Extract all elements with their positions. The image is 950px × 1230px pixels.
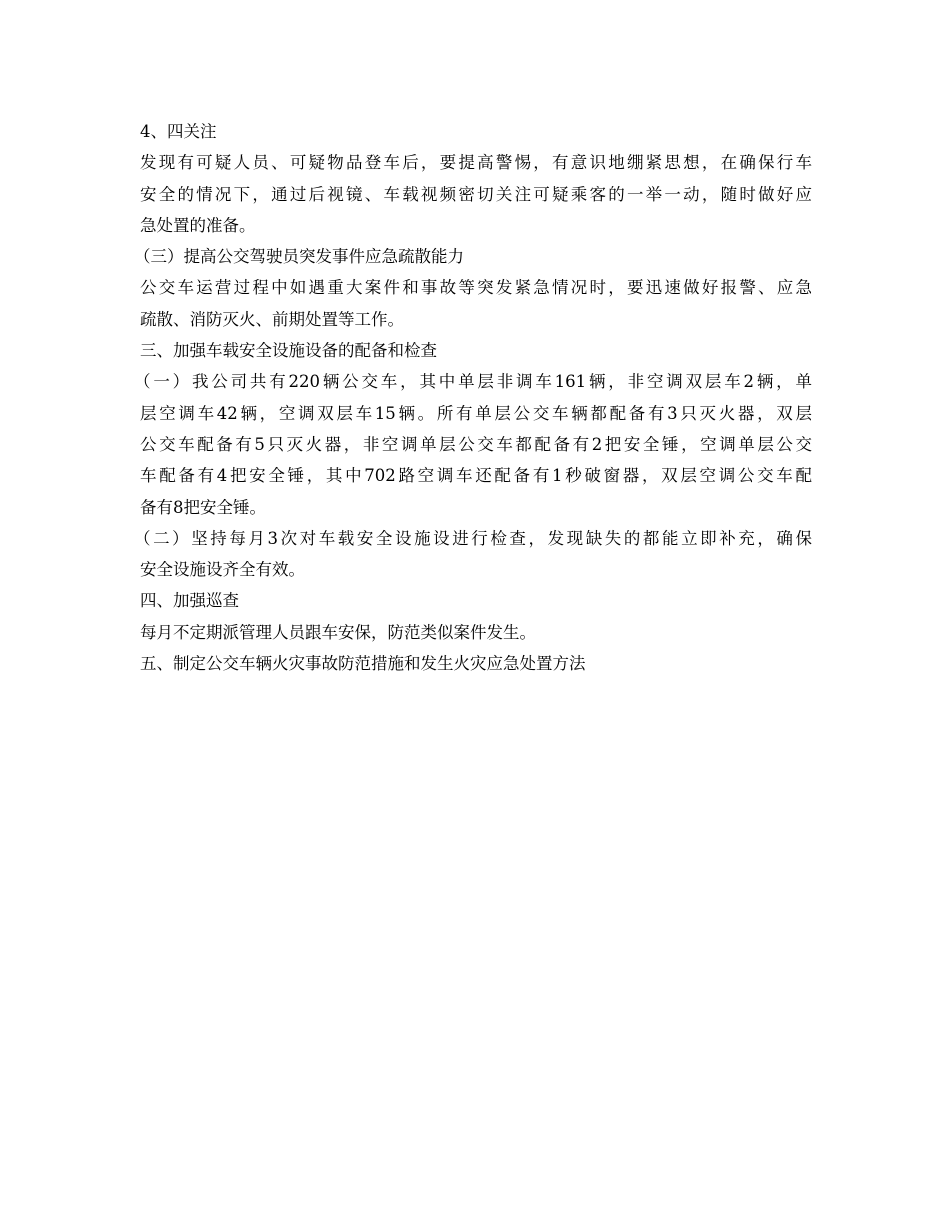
section-heading: 三、加强车载安全设施设备的配备和检查 (140, 341, 437, 361)
paragraph-line: 层空调车42辆，空调双层车15辆。所有单层公交车辆都配备有3只灭火器，双层 (140, 403, 812, 423)
paragraph-line: 安全设施设齐全有效。 (140, 560, 305, 580)
paragraph-line: 疏散、消防灭火、前期处置等工作。 (140, 309, 404, 329)
paragraph-line: 安全的情况下，通过后视镜、车载视频密切关注可疑乘客的一举一动，随时做好应 (140, 184, 812, 204)
section-heading: （三）提高公交驾驶员突发事件应急疏散能力 (134, 247, 464, 267)
paragraph-line: 车配备有4把安全锤，其中702路空调车还配备有1秒破窗器，双层空调公交车配 (140, 466, 812, 486)
paragraph-line: （一）我公司共有220辆公交车，其中单层非调车161辆，非空调双层车2辆，单 (134, 372, 812, 392)
document-body (134, 116, 812, 679)
section-heading: 4、四关注 (140, 122, 217, 141)
paragraph-line: 发现有可疑人员、可疑物品登车后，要提高警惕，有意识地绷紧思想，在确保行车 (140, 153, 812, 173)
paragraph-line: 备有8把安全锤。 (140, 497, 266, 517)
section-heading: 四、加强巡查 (140, 591, 239, 611)
paragraph-line: （二）坚持每月3次对车载安全设施设进行检查，发现缺失的都能立即补充，确保 (134, 528, 812, 548)
paragraph-line: 每月不定期派管理人员跟车安保，防范类似案件发生。 (140, 622, 536, 642)
paragraph-line: 公交车运营过程中如遇重大案件和事故等突发紧急情况时，要迅速做好报警、应急 (140, 278, 812, 298)
paragraph-line: 公交车配备有5只灭火器，非空调单层公交车都配备有2把安全锤，空调单层公交 (140, 434, 812, 454)
section-heading: 五、制定公交车辆火灾事故防范措施和发生火灾应急处置方法 (140, 654, 586, 674)
paragraph-line: 急处置的准备。 (140, 215, 256, 235)
